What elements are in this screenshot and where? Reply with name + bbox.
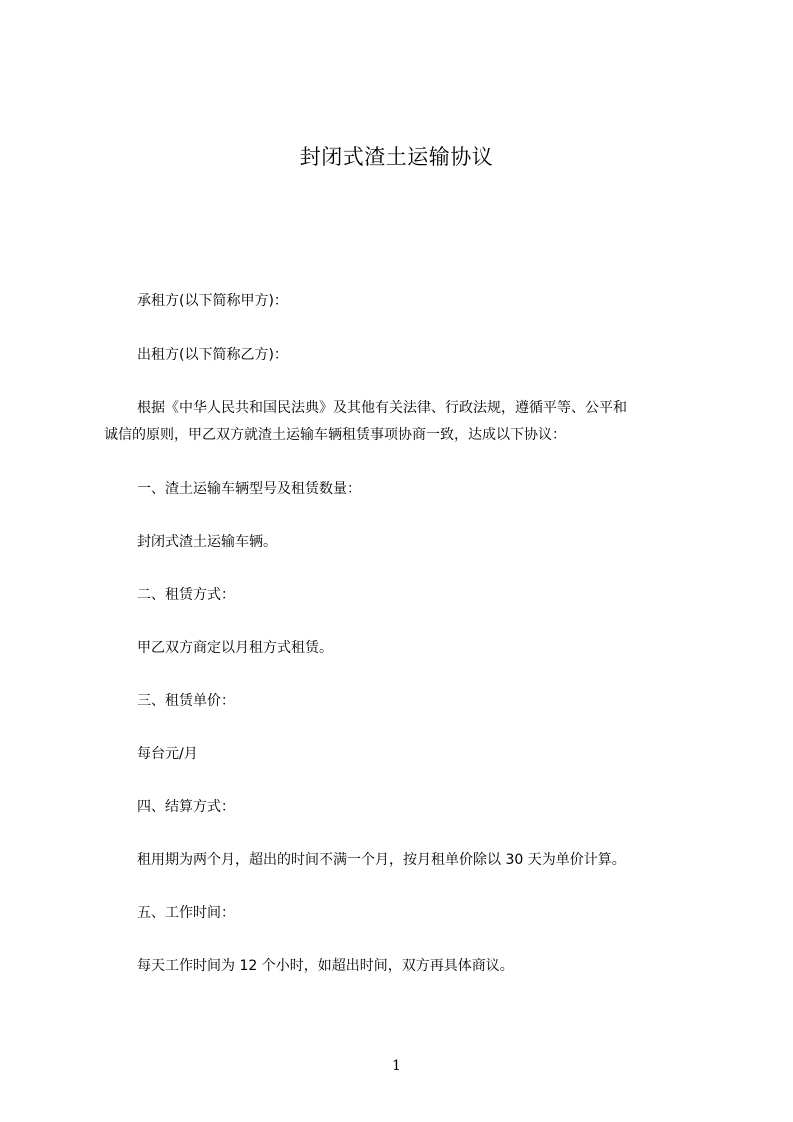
- lessor-line: 出租方(以下简称乙方)：: [137, 347, 288, 363]
- section-4-heading: 四、结算方式：: [137, 799, 235, 815]
- section-1-body: 封闭式渣土运输车辆。: [137, 534, 277, 550]
- section-5-body: 每天工作时间为 12 个小时，如超出时间，双方再具体商议。: [137, 958, 514, 974]
- section-3-body: 每台元/月: [137, 746, 198, 762]
- section-5-heading: 五、工作时间：: [137, 905, 235, 921]
- preamble-line-2: 诚信的原则，甲乙双方就渣土运输车辆租赁事项协商一致，达成以下协议：: [104, 427, 566, 443]
- section-4-body: 租用期为两个月，超出的时间不满一个月，按月租单价除以 30 天为单价计算。: [137, 852, 626, 868]
- document-title: 封闭式渣土运输协议: [299, 145, 494, 169]
- section-1-heading: 一、渣土运输车辆型号及租赁数量：: [137, 481, 361, 497]
- section-2-heading: 二、租赁方式：: [137, 587, 235, 603]
- section-3-heading: 三、租赁单价：: [137, 693, 235, 709]
- preamble-paragraph: [104, 395, 704, 449]
- preamble-line-1: 根据《中华人民共和国民法典》及其他有关法律、行政法规，遵循平等、公平和: [137, 400, 627, 416]
- page-number: 1: [392, 1058, 401, 1074]
- lessee-line: 承租方(以下简称甲方)：: [137, 293, 288, 309]
- section-2-body: 甲乙双方商定以月租方式租赁。: [137, 640, 333, 656]
